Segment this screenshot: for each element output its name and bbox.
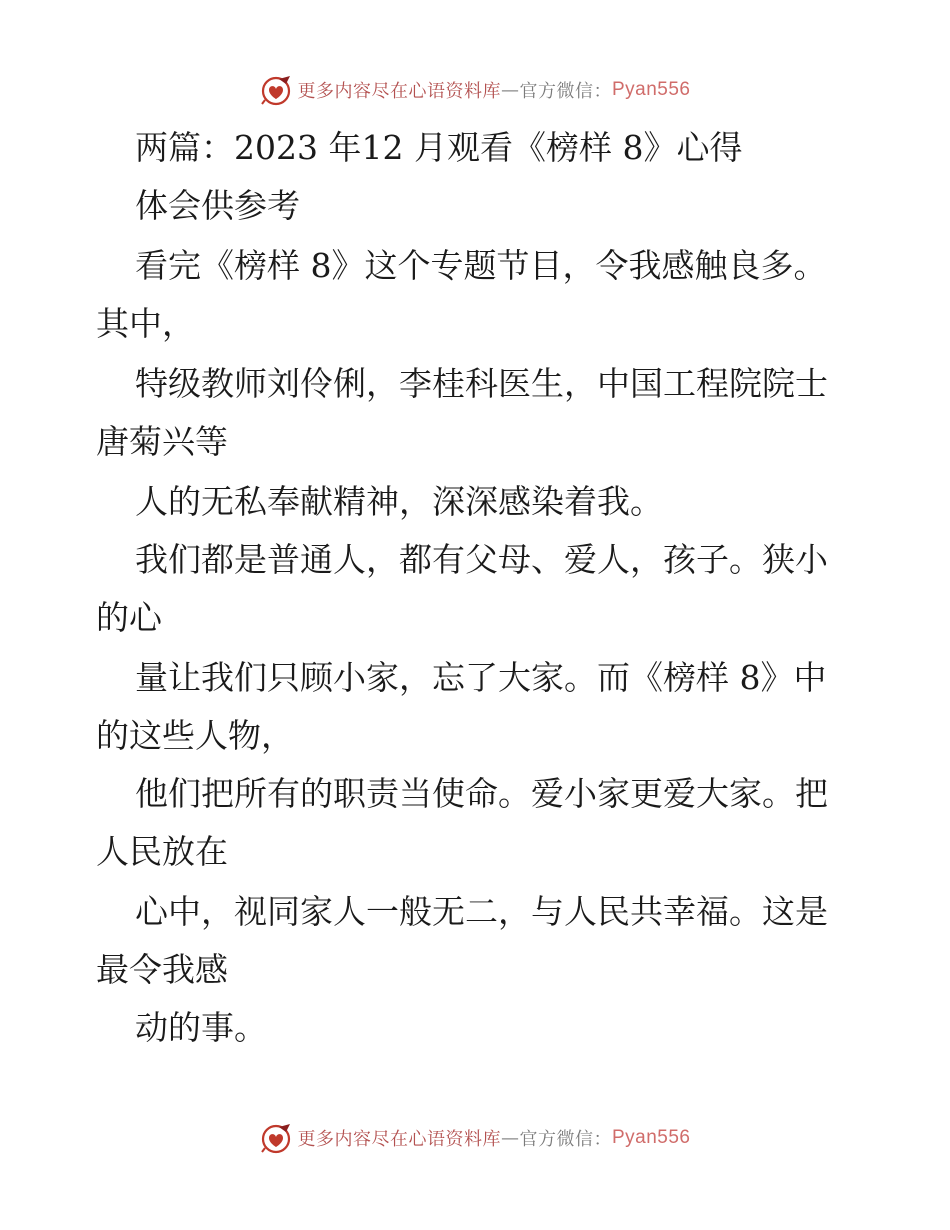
paragraph-line: 我们都是普通人，都有父母、爱人，孩子。狭小 xyxy=(135,540,828,579)
paragraph-line: 特级教师刘伶俐，李桂科医生，中国工程院院士 xyxy=(135,364,828,403)
banner-wechat-id: Pyan556 xyxy=(611,1127,691,1148)
banner-official-label: 官方微信： xyxy=(519,1129,612,1150)
paragraph-line: 最令我感 xyxy=(96,950,228,989)
paragraph-line: 量让我们只顾小家，忘了大家。而《榜样 8》中 xyxy=(135,658,827,697)
paragraph-line: 人的无私奉献精神，深深感染着我。 xyxy=(135,482,663,521)
paragraph-line: 其中， xyxy=(96,304,195,343)
paragraph-line: 他们把所有的职责当使命。爱小家更爱大家。把 xyxy=(135,774,828,813)
heart-pen-logo-icon xyxy=(259,73,293,107)
doc-title-line-1: 两篇：2023 年12 月观看《榜样 8》心得 xyxy=(135,128,743,167)
paragraph-line: 心中，视同家人一般无二，与人民共幸福。这是 xyxy=(135,892,828,931)
banner-dash: — xyxy=(500,79,520,101)
banner-official-label: 官方微信： xyxy=(519,81,612,102)
paragraph-line: 唐菊兴等 xyxy=(96,422,228,461)
paragraph-line: 动的事。 xyxy=(135,1008,267,1047)
banner-main-text: 更多内容尽在心语资料库 xyxy=(297,1129,501,1150)
banner-main-text: 更多内容尽在心语资料库 xyxy=(297,81,501,102)
paragraph-line: 人民放在 xyxy=(96,832,228,871)
footer-banner xyxy=(0,1118,950,1158)
doc-title-line-2: 体会供参考 xyxy=(135,186,300,225)
header-banner xyxy=(0,70,950,110)
heart-pen-logo-icon xyxy=(259,1121,293,1155)
paragraph-line: 的这些人物， xyxy=(96,716,294,755)
paragraph-line: 看完《榜样 8》这个专题节目，令我感触良多。 xyxy=(135,246,827,285)
banner-wechat-id: Pyan556 xyxy=(611,79,691,100)
banner-dash: — xyxy=(500,1127,520,1149)
paragraph-line: 的心 xyxy=(96,598,162,637)
